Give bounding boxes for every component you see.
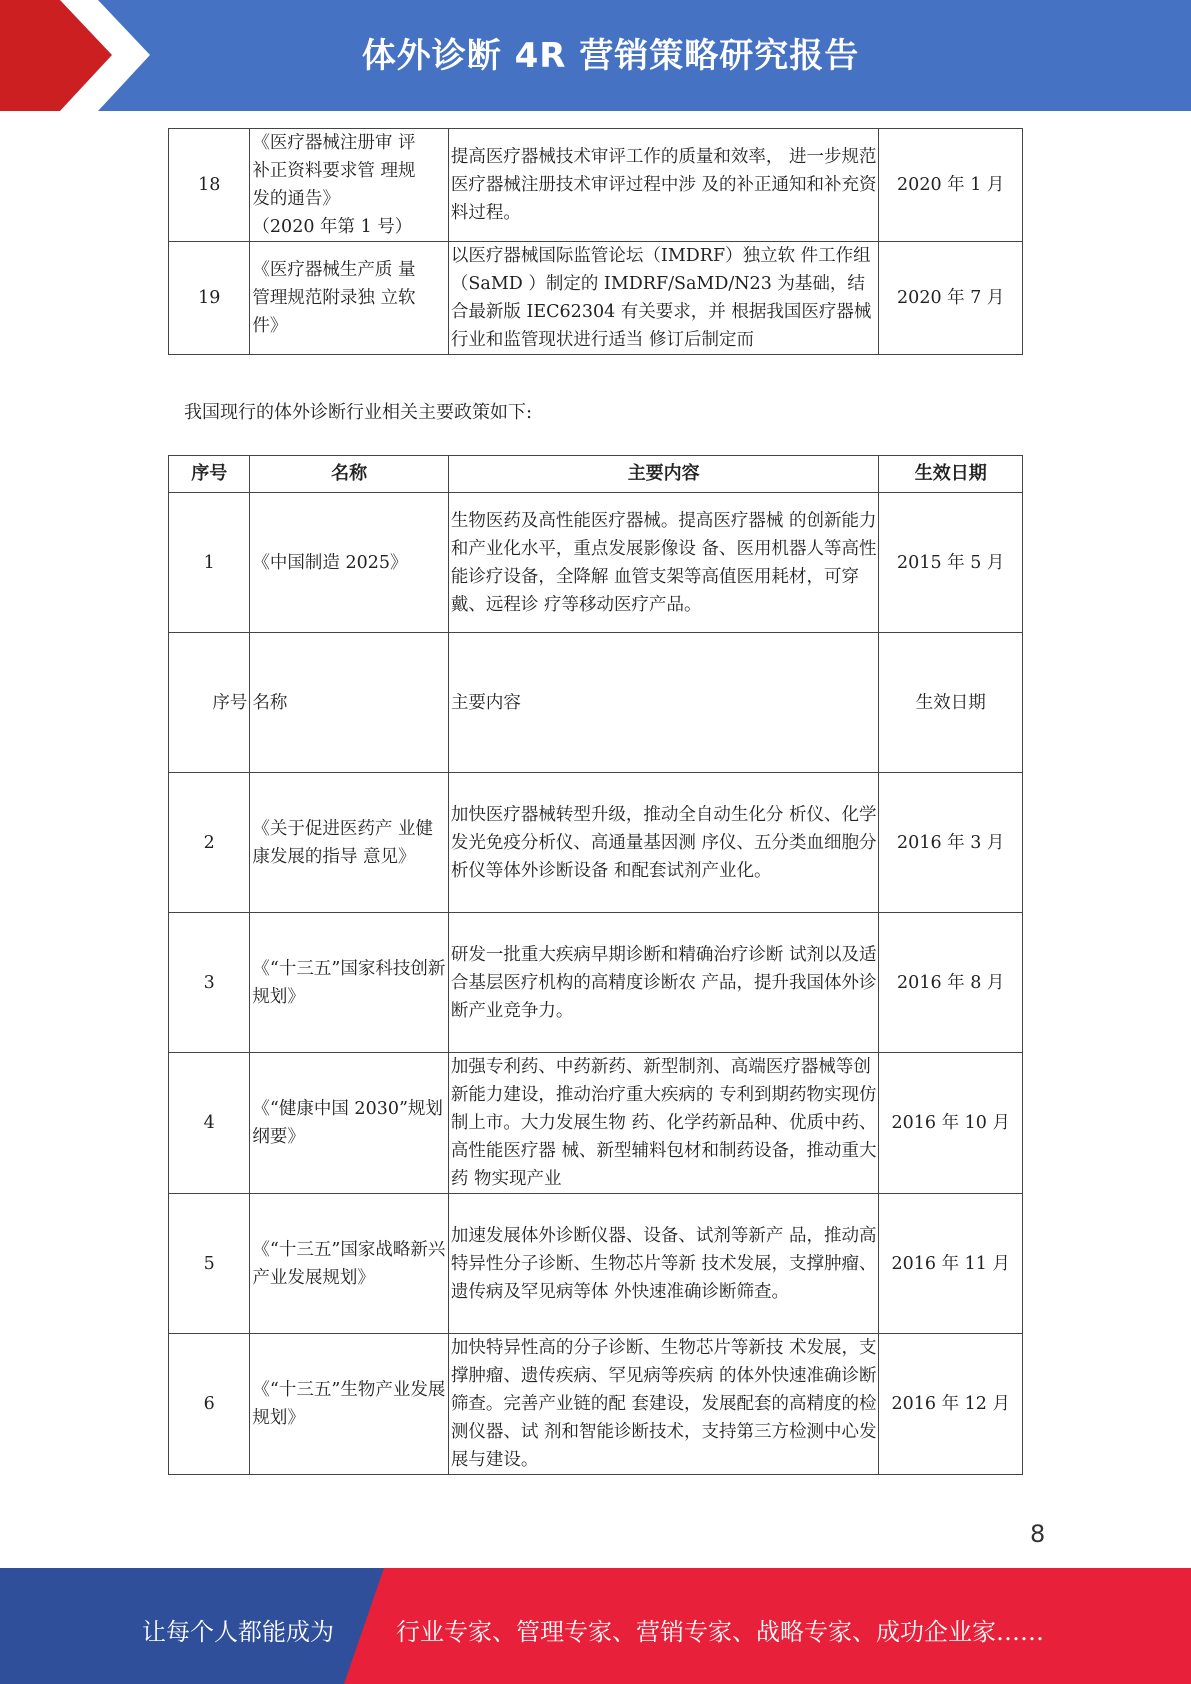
- header-num: 序号: [169, 456, 250, 493]
- page-header: [0, 0, 1191, 111]
- effective-date: 2015 年 5 月: [879, 493, 1023, 633]
- policy-name: 《“十三五”国家战略新兴产业发展规划》: [250, 1194, 448, 1334]
- page-number: 8: [1030, 1520, 1046, 1548]
- policy-content-text: 加快特异性高的分子诊断、生物芯片等新技 术发展，支撑肿瘤、遗传疾病、罕见病等疾病 的体外快速准确诊断筛查。完善产业链的配 套建设，发展配套的高精度的检测仪器、试 剂和智能诊断技术，支持第三方检测中心发 展与建设。: [450, 1338, 877, 1470]
- policy-content: [448, 1334, 879, 1475]
- policy-content: 主要内容: [448, 633, 879, 773]
- policy-content: [448, 773, 879, 913]
- header-content: 主要内容: [448, 456, 879, 493]
- regulation-name-line: 补正资料要求管 理规: [252, 161, 416, 181]
- row-number: 3: [169, 913, 250, 1053]
- regulation-content-text: 以医疗器械国际监管论坛（IMDRF）独立软 件工作组（SaMD ）制定的 IMDRF/SaMD/N23 为基础，结合最新版 IEC62304 有关要求，并 根据我国医疗器械行业和监管现状进行适当 修订后制定而: [450, 246, 872, 350]
- table-row: [169, 1053, 1023, 1194]
- policy-content-text: 加速发展体外诊断仪器、设备、试剂等新产 品，推动高特异性分子诊断、生物芯片等新 技术发展，支撑肿瘤、遗传病及罕见病等体 外快速准确诊断筛查。: [450, 1225, 877, 1302]
- row-number: 19: [169, 242, 250, 355]
- table-row: [169, 1194, 1023, 1334]
- row-number: 序号: [169, 633, 250, 773]
- table-row: [169, 129, 1023, 242]
- policy-content: [448, 1194, 879, 1334]
- row-number: 5: [169, 1194, 250, 1334]
- regulation-name-line: 《医疗器械生产质 量: [252, 260, 416, 280]
- regulation-content-text: 提高医疗器械技术审评工作的质量和效率， 进一步规范医疗器械注册技术审评过程中涉 及的补正通知和补充资料过程。: [450, 147, 877, 223]
- regulation-name-line: （2020 年第 1 号）: [252, 217, 413, 237]
- policy-content-text: 加快医疗器械转型升级，推动全自动生化分 析仪、化学发光免疫分析仪、高通量基因测 序仪、五分类血细胞分析仪等体外诊断设备 和配套试剂产业化。: [450, 804, 877, 881]
- table-row: [169, 773, 1023, 913]
- policy-content-text: 研发一批重大疾病早期诊断和精确治疗诊断 试剂以及适合基层医疗机构的高精度诊断农 产品，提升我国体外诊断产业竞争力。: [450, 944, 877, 1021]
- policy-table: [168, 455, 1023, 1475]
- policy-name: 《关于促进医药产 业健康发展的指导 意见》: [250, 773, 448, 913]
- table-row: [169, 493, 1023, 633]
- regulation-name-line: 《医疗器械注册审 评: [252, 133, 416, 153]
- regulation-table-continued: [168, 128, 1023, 355]
- policy-content: [448, 1053, 879, 1194]
- row-number: 18: [169, 129, 250, 242]
- regulation-name-line: 件》: [252, 316, 288, 336]
- table-header-row: [169, 456, 1023, 493]
- policy-name: 《“健康中国 2030”规划纲要》: [250, 1053, 448, 1194]
- regulation-content: [448, 129, 879, 242]
- regulation-content: [448, 242, 879, 355]
- regulation-name: [250, 242, 448, 355]
- effective-date: 2016 年 12 月: [879, 1334, 1023, 1475]
- regulation-name-line: 管理规范附录独 立软: [252, 288, 416, 308]
- intro-paragraph: 我国现行的体外诊断行业相关主要政策如下:: [184, 402, 533, 423]
- effective-date: 2020 年 1 月: [879, 129, 1023, 242]
- page-footer: [0, 1568, 1191, 1684]
- table-row: [169, 913, 1023, 1053]
- header-date: 生效日期: [879, 456, 1023, 493]
- policy-content: [448, 493, 879, 633]
- effective-date: 2016 年 8 月: [879, 913, 1023, 1053]
- policy-content: [448, 913, 879, 1053]
- policy-name: 名称: [250, 633, 448, 773]
- policy-name: 《中国制造 2025》: [250, 493, 448, 633]
- policy-name: 《“十三五”生物产业发展规划》: [250, 1334, 448, 1475]
- footer-slogan-left: 让每个人都能成为: [142, 1618, 334, 1646]
- effective-date: 2020 年 7 月: [879, 242, 1023, 355]
- table-row: [169, 242, 1023, 355]
- effective-date: 2016 年 11 月: [879, 1194, 1023, 1334]
- policy-name: 《“十三五”国家科技创新规划》: [250, 913, 448, 1053]
- effective-date: 生效日期: [879, 633, 1023, 773]
- row-number: 6: [169, 1334, 250, 1475]
- table-row: [169, 1334, 1023, 1475]
- report-title: 体外诊断 4R 营销策略研究报告: [361, 36, 860, 76]
- policy-content-text: 生物医药及高性能医疗器械。提高医疗器械 的创新能力和产业化水平，重点发展影像设 备、医用机器人等高性能诊疗设备，全降解 血管支架等高值医用耗材，可穿戴、远程诊 疗等移动医疗产品。: [450, 510, 877, 615]
- effective-date: 2016 年 10 月: [879, 1053, 1023, 1194]
- row-number: 2: [169, 773, 250, 913]
- regulation-name: [250, 129, 448, 242]
- table-row-repeat-header: [169, 633, 1023, 773]
- footer-slogan-right: 行业专家、管理专家、营销专家、战略专家、成功企业家……: [396, 1618, 1044, 1646]
- policy-content-text: 加强专利药、中药新药、新型制剂、高端医疗器械等创新能力建设，推动治疗重大疾病的 专利到期药物实现仿制上市。大力发展生物 药、化学药新品种、优质中药、高性能医疗器 械、新型辅料包材和制药设备，推动重大药 物实现产业: [450, 1057, 877, 1189]
- row-number: 4: [169, 1053, 250, 1194]
- row-number: 1: [169, 493, 250, 633]
- regulation-name-line: 发的通告》: [252, 189, 340, 209]
- effective-date: 2016 年 3 月: [879, 773, 1023, 913]
- header-name: 名称: [250, 456, 448, 493]
